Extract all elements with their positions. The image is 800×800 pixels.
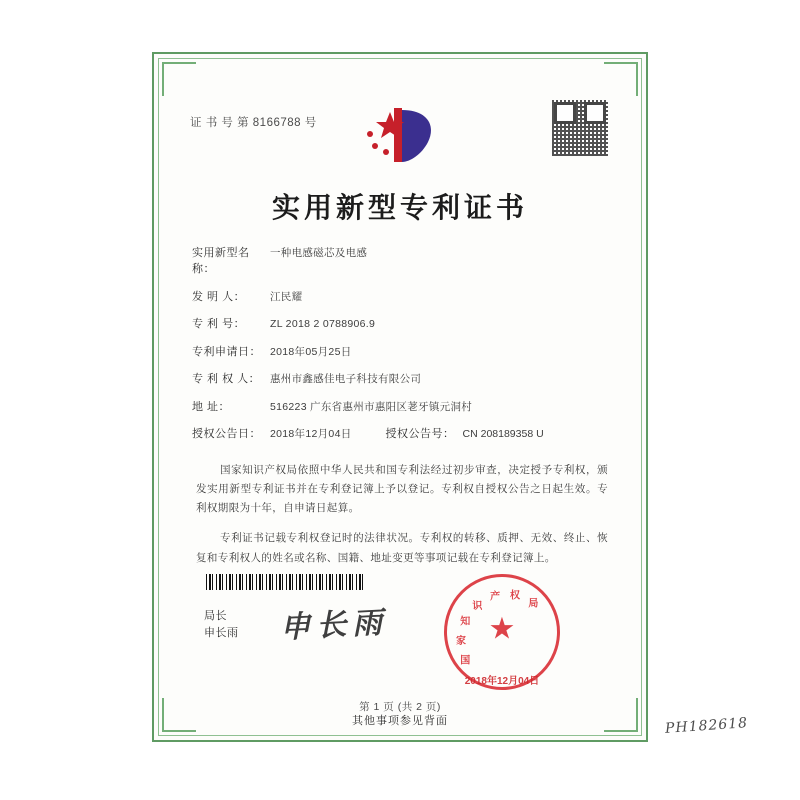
- page-title: 实用新型专利证书: [271, 191, 528, 224]
- field-row-filing-date: [192, 343, 612, 359]
- handwritten-note: PH182618: [664, 715, 749, 737]
- field-label-secondary: 授权公告号：: [385, 428, 455, 440]
- field-row-grant: [192, 425, 612, 441]
- back-side-note: 其他事项参见背面: [352, 715, 448, 727]
- seal-star-icon: ★: [488, 612, 516, 646]
- handwritten-signature: 申长雨: [279, 605, 390, 646]
- field-value: ZL 2018 2 0788906.9: [270, 318, 376, 330]
- field-value: 516223 广东省惠州市惠阳区荖牙镇元洞村: [270, 400, 473, 413]
- legal-text-block: [196, 450, 608, 572]
- certificate-sheet: [152, 52, 648, 742]
- signature-labels: [204, 608, 239, 642]
- seal-ring-text: 国 家 知 识 产 权 局: [456, 590, 539, 667]
- field-row-inventor: [192, 288, 612, 304]
- field-row-patent-number: [192, 315, 612, 331]
- field-label: 专利申请日：: [192, 345, 261, 358]
- legal-paragraph: 专利证书记载专利权登记时的法律状况。专利权的转移、质押、无效、终止、恢复和专利权人的姓名或名称、国籍、地址变更等事项记载在专利登记簿上。: [196, 532, 608, 564]
- field-label: 地 址：: [192, 400, 231, 413]
- patent-emblem-icon: [350, 104, 446, 166]
- field-label: 实用新型名称：: [192, 247, 250, 275]
- field-value-secondary: CN 208189358 U: [462, 428, 544, 440]
- signature-title: 局长: [204, 610, 227, 622]
- field-value: 一种电感磁芯及电感: [270, 247, 368, 259]
- field-value: 惠州市鑫感佳电子科技有限公司: [270, 373, 422, 385]
- field-value: 2018年05月25日: [270, 345, 352, 358]
- field-row-address: [192, 398, 612, 414]
- field-label: 授权公告日：: [192, 428, 261, 440]
- field-value: 2018年12月04日: [270, 428, 352, 440]
- corner-ornament-top-right: [604, 62, 638, 96]
- field-list: [192, 244, 612, 453]
- field-label: 发 明 人：: [192, 290, 246, 303]
- field-value: 江民耀: [270, 290, 303, 303]
- seal-date: 2018年12月04日: [464, 676, 540, 687]
- field-label: 专 利 权 人：: [192, 373, 261, 385]
- barcode: [206, 574, 366, 590]
- field-row-patentee: [192, 370, 612, 386]
- field-label: 专 利 号：: [192, 318, 246, 330]
- certificate-number: 证 书 号 第 8166788 号: [190, 117, 317, 129]
- page-number: 第 1 页 (共 2 页): [359, 701, 441, 713]
- signature-name: 申长雨: [204, 627, 239, 640]
- qr-code-icon: [552, 100, 608, 156]
- corner-ornament-top-left: [162, 62, 196, 96]
- field-row-name: [192, 244, 612, 276]
- legal-paragraph: 国家知识产权局依照中华人民共和国专利法经过初步审查，决定授予专利权，颁发实用新型专利证书并在专利登记簿上予以登记。专利权自授权公告之日起生效。专利权期限为十年，自申请日起算。: [196, 463, 608, 515]
